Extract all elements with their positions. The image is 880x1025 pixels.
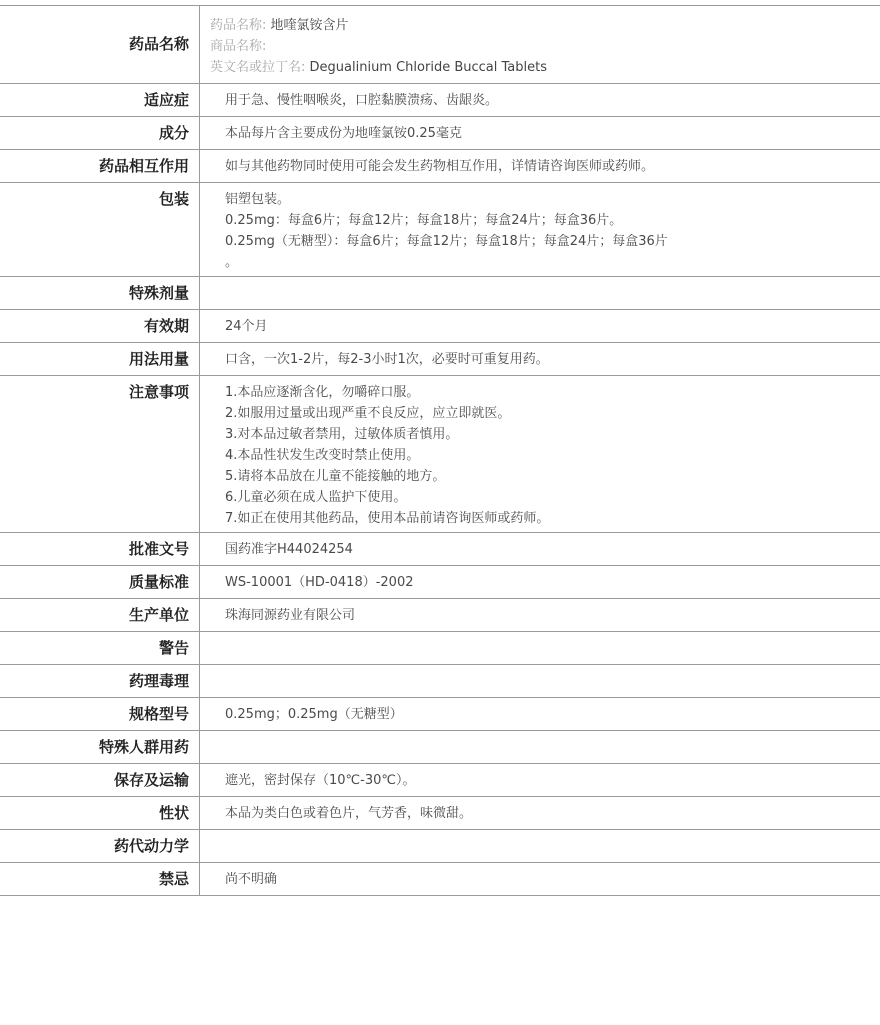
appearance-label: 性状 — [0, 797, 200, 829]
approval-no-label: 批准文号 — [0, 533, 200, 565]
packaging-line: 铝塑包装。 — [225, 192, 291, 207]
english-name-value: Degualinium Chloride Buccal Tablets — [309, 60, 547, 75]
special-dosage-label: 特殊剂量 — [0, 277, 200, 309]
precaution-item: 7.如正在使用其他药品，使用本品前请咨询医师或药师。 — [225, 511, 550, 526]
storage-value: 遮光，密封保存（10℃-30℃）。 — [225, 773, 416, 788]
manufacturer-row — [0, 599, 880, 632]
shelf-life-label: 有效期 — [0, 310, 200, 342]
usage-value: 口含，一次1-2片，每2-3小时1次，必要时可重复用药。 — [225, 352, 549, 367]
pharmacology-row — [0, 665, 880, 698]
pharmacology-label: 药理毒理 — [0, 665, 200, 697]
quality-standard-value: WS-10001（HD-0418）-2002 — [225, 575, 414, 590]
interactions-label: 药品相互作用 — [0, 150, 200, 182]
manufacturer-value: 珠海同源药业有限公司 — [225, 608, 356, 623]
indications-label: 适应症 — [0, 84, 200, 116]
pharmacokinetics-value — [200, 830, 880, 862]
drug-info-table — [0, 5, 880, 896]
pharmacokinetics-row — [0, 830, 880, 863]
quality-standard-label: 质量标准 — [0, 566, 200, 598]
warning-label: 警告 — [0, 632, 200, 664]
precaution-item: 4.本品性状发生改变时禁止使用。 — [225, 448, 420, 463]
precautions-row — [0, 376, 880, 533]
special-population-row — [0, 731, 880, 764]
trade-name-label: 商品名称: — [210, 39, 267, 54]
packaging-value — [200, 183, 880, 276]
pharmacology-value — [200, 665, 880, 697]
drug-name-label: 药品名称 — [0, 6, 200, 83]
precaution-item: 2.如服用过量或出现严重不良反应，应立即就医。 — [225, 406, 511, 421]
contraindications-value: 尚不明确 — [225, 872, 278, 887]
precaution-item: 3.对本品过敏者禁用，过敏体质者慎用。 — [225, 427, 459, 442]
drug-name-value — [200, 6, 880, 83]
specification-value: 0.25mg；0.25mg（无糖型） — [225, 707, 403, 722]
interactions-row — [0, 150, 880, 183]
generic-name-value: 地喹氯铵含片 — [270, 18, 349, 33]
precautions-value — [200, 376, 880, 532]
special-population-value — [200, 731, 880, 763]
manufacturer-label: 生产单位 — [0, 599, 200, 631]
specification-label: 规格型号 — [0, 698, 200, 730]
special-population-label: 特殊人群用药 — [0, 731, 200, 763]
precaution-item: 5.请将本品放在儿童不能接触的地方。 — [225, 469, 446, 484]
pharmacokinetics-label: 药代动力学 — [0, 830, 200, 862]
usage-row — [0, 343, 880, 376]
storage-label: 保存及运输 — [0, 764, 200, 796]
english-name-line — [210, 57, 880, 78]
specification-row — [0, 698, 880, 731]
contraindications-label: 禁忌 — [0, 863, 200, 895]
ingredients-value: 本品每片含主要成份为地喹氯铵0.25毫克 — [225, 126, 462, 141]
ingredients-label: 成分 — [0, 117, 200, 149]
shelf-life-row — [0, 310, 880, 343]
drug-name-row — [0, 6, 880, 84]
generic-name-label: 药品名称: — [210, 18, 267, 33]
ingredients-row — [0, 117, 880, 150]
approval-no-row — [0, 533, 880, 566]
approval-no-value: 国药准字H44024254 — [225, 542, 353, 557]
indications-row — [0, 84, 880, 117]
appearance-value: 本品为类白色或着色片，气芳香，味微甜。 — [225, 806, 473, 821]
english-name-label: 英文名或拉丁名: — [210, 60, 306, 75]
appearance-row — [0, 797, 880, 830]
contraindications-row — [0, 863, 880, 896]
packaging-row — [0, 183, 880, 277]
packaging-line: 0.25mg：每盒6片；每盒12片；每盒18片；每盒24片；每盒36片。 — [225, 213, 623, 228]
precautions-label: 注意事项 — [0, 376, 200, 532]
special-dosage-value — [200, 277, 880, 309]
packaging-line: 0.25mg（无糖型）：每盒6片；每盒12片；每盒18片；每盒24片；每盒36片 — [225, 234, 668, 249]
precaution-item: 1.本品应逐渐含化，勿嚼碎口服。 — [225, 385, 420, 400]
usage-label: 用法用量 — [0, 343, 200, 375]
generic-name-line — [210, 15, 880, 36]
warning-value — [200, 632, 880, 664]
quality-standard-row — [0, 566, 880, 599]
interactions-value: 如与其他药物同时使用可能会发生药物相互作用，详情请咨询医师或药师。 — [225, 159, 655, 174]
precaution-item: 6.儿童必须在成人监护下使用。 — [225, 490, 407, 505]
storage-row — [0, 764, 880, 797]
special-dosage-row — [0, 277, 880, 310]
trade-name-line — [210, 36, 880, 57]
packaging-line: 。 — [225, 255, 239, 270]
indications-value: 用于急、慢性咽喉炎，口腔黏膜溃疡、齿龈炎。 — [225, 93, 499, 108]
packaging-label: 包装 — [0, 183, 200, 276]
warning-row — [0, 632, 880, 665]
shelf-life-value: 24个月 — [225, 319, 268, 334]
